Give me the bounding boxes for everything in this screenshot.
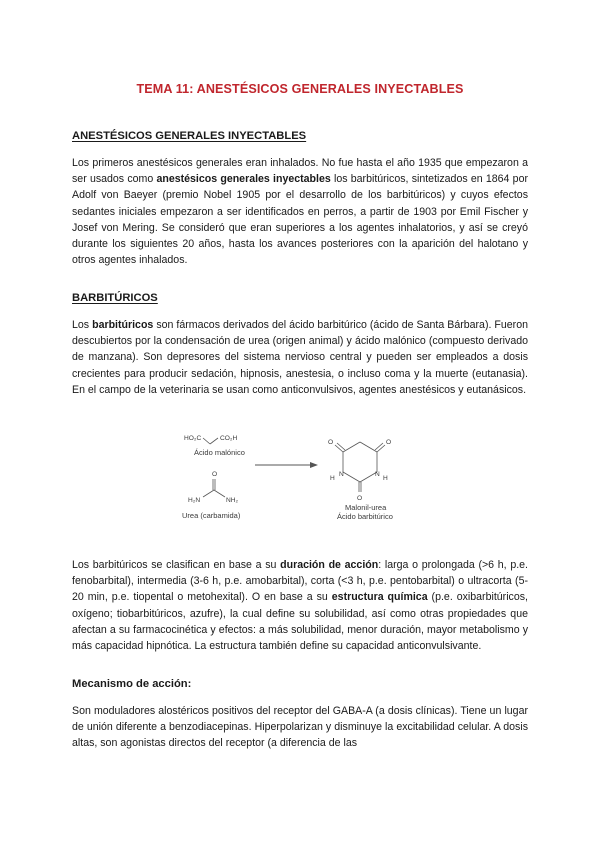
text-run: : larga o prolongada (>6 h, p.e. fenobarbital), intermedia (3-6 h, p.e. amobarbital), corta (<3 h, p.e. pentobarbital) o ultracorta (5-20 min, p.e. tiopental o metohexital). O en base a su — [72, 559, 529, 604]
ring-nitrogen-left: N — [339, 471, 344, 478]
text-run: Los — [72, 319, 93, 331]
document-title: TEMA 11: ANESTÉSICOS GENERALES INYECTABLES — [136, 82, 464, 96]
bond — [203, 490, 214, 497]
section-heading-barbituricos: BARBITÚRICOS — [72, 292, 158, 304]
bold-term: anestésicos generales inyectables — [156, 173, 331, 186]
ring-hydrogen-right: H — [383, 475, 388, 482]
ring-nitrogen-right: N — [375, 471, 380, 478]
ring-oxygen-left: O — [328, 439, 334, 446]
malonic-left-group: HO₂C — [184, 435, 202, 442]
urea-right-group: NH₂ — [226, 497, 239, 504]
paragraph-mecanismo: Son moduladores alostéricos positivos del receptor del GABA-A (a dosis clínicas). Tiene un lugar de unión diferente a benzodiacepinas. Hiperpolarizan y disminuye la excitabilidad celular. A dosis altas, son agonistas directos del receptor (a diferencia de las — [72, 705, 528, 750]
subheading-mecanismo: Mecanismo de acción: — [72, 678, 192, 690]
urea-oxygen: O — [212, 471, 218, 478]
barbituric-acid-ring — [335, 442, 385, 492]
bond — [210, 438, 218, 444]
paragraph-barbituricos-clasificacion — [72, 557, 528, 654]
text-run: Los barbitúricos se clasifican en base a su — [72, 559, 281, 571]
reaction-arrow-head — [310, 462, 318, 468]
ring-oxygen-bottom: O — [357, 495, 363, 502]
product-label-malonil-urea: Malonil-urea — [345, 503, 387, 512]
product-label-barbituric-acid: Ácido barbitúrico — [337, 512, 393, 521]
urea-label: Urea (carbamida) — [182, 511, 241, 520]
reaction-scheme — [170, 420, 440, 530]
text-run: los barbitúricos, sintetizados en 1864 por Adolf von Baeyer (premio Nobel 1905 por el desarrollo de los barbitúricos) y cuyos efectos sedantes iniciales empezaron a ser identificados en perros, a partir de 1903 por Emil Fischer y Josef von Mering. Se consideró que eran superiores a los agentes inhalatorios, y así se creyó durante los siguientes 20 años, hasta los avances posteriores con la aparición del halotano y otros agentes inhalados. — [72, 173, 528, 267]
ring-hydrogen-left: H — [330, 475, 335, 482]
bond — [214, 490, 225, 497]
malonic-acid-label: Ácido malónico — [194, 448, 245, 457]
paragraph-anestesicos-intro — [72, 155, 528, 268]
bold-term: duración de acción — [280, 559, 379, 571]
text-run: son fármacos derivados del ácido barbitúrico (ácido de Santa Bárbara). Fueron descubiertos por la condensación de urea (origen animal) y ácido malónico (compuesto derivado de manzana). Son depresores del sistema nervioso central y pueden ser empleados a dosis crecientes para producir sedación, hipnosis, anestesia, o incluso coma y la muerte (eutanasia). En el campo de la veterinaria se usan como anticonvulsivos, agentes anestésicos y eutanásicos. — [72, 319, 528, 396]
section-heading-anestesicos: ANESTÉSICOS GENERALES INYECTABLES — [72, 130, 307, 142]
bond — [203, 438, 210, 444]
bold-term: barbitúricos — [92, 319, 154, 331]
malonic-right-group: CO₂H — [220, 435, 238, 442]
bold-term: estructura química — [331, 591, 428, 604]
text-run: Los primeros anestésicos generales eran inhalados. No fue hasta el año 1935 que empezaron a ser usados como — [72, 157, 528, 186]
ring-oxygen-right: O — [386, 439, 392, 446]
text-run: (p.e. oxibarbitúricos, oxígeno; tiobarbitúricos, azufre), la cual define su solubilidad, así como otras propiedades que afectan a su farmacocinética y efectos: a más solubilidad, menor duración, mayor metabolismo y más capacidad hipnótica. La estructura también define su capacidad anticonvulsivante. — [72, 591, 528, 653]
paragraph-barbituricos-intro — [72, 317, 528, 398]
barbituric-acid-synthesis-figure — [170, 420, 440, 530]
urea-left-group: H₂N — [188, 497, 201, 504]
